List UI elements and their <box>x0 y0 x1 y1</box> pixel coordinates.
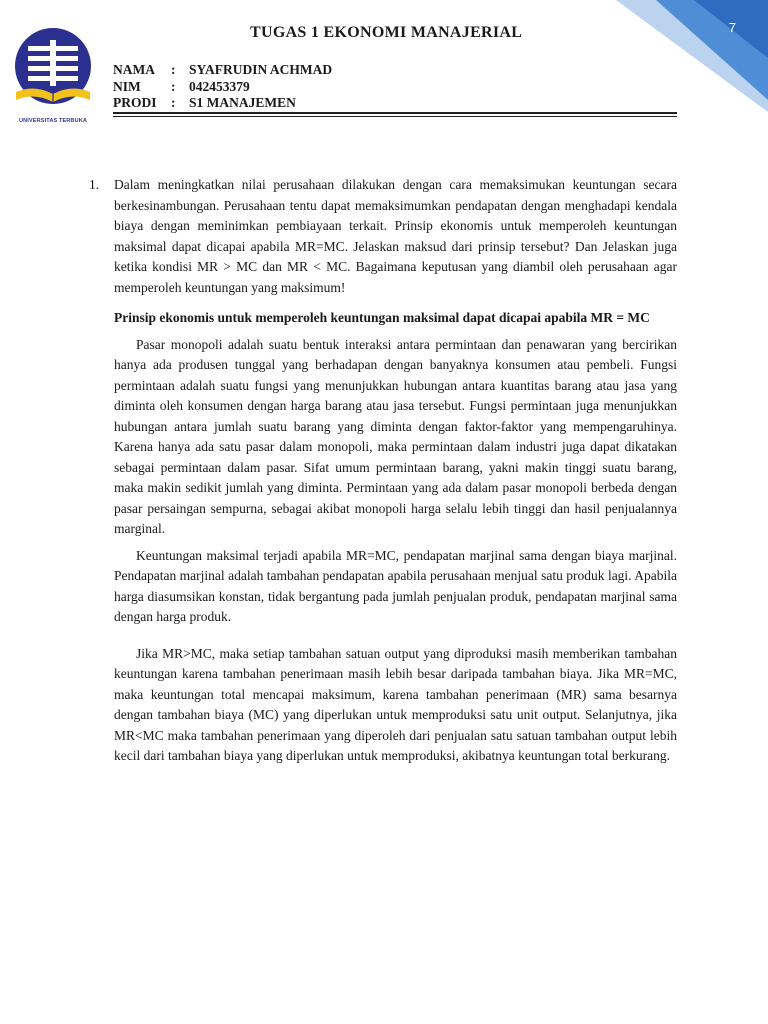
logo-caption: UNIVERSITAS TERBUKA <box>19 118 87 124</box>
corner-decoration <box>616 0 768 112</box>
info-row-prodi <box>113 95 332 112</box>
logo-emblem-icon <box>10 22 96 118</box>
student-info <box>113 62 332 112</box>
answer-paragraph: Keuntungan maksimal terjadi apabila MR=MC, pendapatan marjinal sama dengan biaya marjinal. Pendapatan marjinal adalah tambahan pendapatan apabila perusahaan menjual satu produk lagi. Apabila harga diasumsikan konstan, tidak bergantung pada jumlah penjualan produk, pendapatan marjinal sama dengan harga produk. <box>114 547 677 624</box>
answer-paragraph: Pasar monopoli adalah suatu bentuk interaksi antara permintaan dan penawaran yang bercirikan hanya ada produsen tunggal yang berhadapan dengan banyaknya konsumen atau pembeli. Fungsi permintaan adalah suatu fungsi yang menunjukkan hubungan antara kuantitas barang atau jasa yang diminta oleh konsumen dengan harga barang atau jasa tersebut. Fungsi permintaan juga menunjukkan hubungan antara jumlah suatu barang yang diminta dengan faktor-faktor yang mempengaruhinya. Karena hanya ada satu pasar dalam monopoli, maka permintaan dalam industri juga dapat dikatakan sebagai permintaan dalam pasar. Sifat umum permintaan barang, yakni makin tinggi suatu barang, maka makin sedikit jumlah yang diminta. Permintaan yang ada dalam pasar monopoli berbeda dengan pasar persaingan sempurna, sebagai akibat monopoli harga selalu lebih tinggi dan hasil penjualannya marginal. <box>114 336 677 536</box>
info-colon: : <box>171 62 176 77</box>
info-value: S1 MANAJEMEN <box>189 95 296 110</box>
info-value: SYAFRUDIN ACHMAD <box>189 62 333 77</box>
info-value: 042453379 <box>189 78 250 94</box>
page-number: 7 <box>728 20 736 35</box>
info-label: NAMA <box>113 62 155 77</box>
university-logo <box>10 22 96 128</box>
info-row-nama <box>113 62 332 79</box>
header-divider-thin <box>113 116 677 117</box>
question-number: 1. <box>89 177 100 192</box>
header-divider <box>113 112 677 114</box>
info-colon: : <box>171 95 176 110</box>
answer-heading: Prinsip ekonomis untuk memperoleh keuntungan maksimal dapat dicapai apabila MR = MC <box>114 310 650 325</box>
document-title: TUGAS 1 EKONOMI MANAJERIAL <box>250 24 523 41</box>
info-colon: : <box>171 78 176 94</box>
answer-paragraph: Jika MR>MC, maka setiap tambahan satuan output yang diproduksi masih memberikan tambahan keuntungan karena tambahan penerimaan masih lebih besar daripada tambahan biaya. Jika MR=MC, maka keuntungan total mencapai maksimum, karena tambahan penerimaan (MR) sama besarnya dengan tambahan biaya (MC) yang diperlukan untuk memproduksi satu unit output. Selanjutnya, jika MR<MC maka tambahan penerimaan yang diperoleh dari penjualan satu satuan tambahan output lebih kecil dari tambahan biaya yang diperlukan untuk memproduksi, akibatnya keuntungan total berkurang. <box>114 645 677 763</box>
info-row-nim <box>113 79 332 96</box>
info-label: NIM <box>113 78 141 94</box>
info-label: PRODI <box>113 95 157 110</box>
question-text: Dalam meningkatkan nilai perusahaan dilakukan dengan cara memaksimukan keuntungan secara berkesinambungan. Perusahaan tentu dapat memaksimumkan pendapatan dengan menghadapi kendala biaya dengan meminimkan pembiayaan terkait. Prinsip ekonomis untuk memperoleh keuntungan maksimal dapat dicapai apabila MR=MC. Jelaskan maksud dari prinsip tersebut? Dan Jelaskan juga ketika kondisi MR > MC dan MR < MC. Bagaimana keputusan yang diambil oleh perusahaan agar memperoleh keuntungan yang maksimum! <box>114 177 677 295</box>
document-body <box>89 175 677 773</box>
